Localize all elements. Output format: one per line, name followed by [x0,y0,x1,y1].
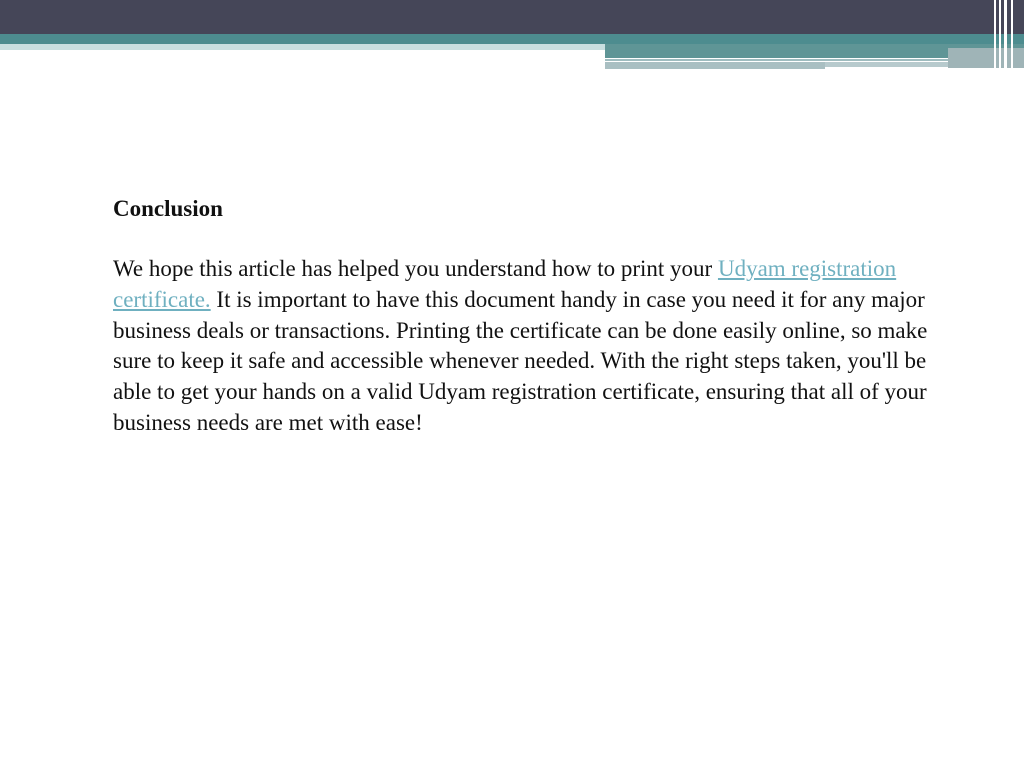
header-vertical-bars [990,0,1024,70]
header-thin-line [605,59,948,61]
slide-title: Conclusion [113,196,223,221]
paragraph-text-start: We hope this article has helped you understand how to print your [113,256,718,281]
vertical-bar [1004,0,1007,70]
udyam-certificate-link[interactable]: Udyam registration certificate. [113,256,897,312]
vertical-bar [999,0,1001,70]
header-pale-strip [0,44,605,50]
conclusion-paragraph [113,254,943,439]
header-stripe-left [605,62,825,69]
header-dark-bar [0,0,1024,34]
vertical-bar [1011,0,1013,70]
vertical-bar [994,0,996,70]
slide-content [113,194,943,439]
header-teal-bar [0,34,1024,44]
paragraph-text-end: It is important to have this document handy in case you need it for any major business deals or transactions. Printing the certificate can be done easily online, so make sure to keep it safe and accessible whenever needed. With the right steps taken, you'll be able to get your hands on a valid Udyam registration certificate, ensuring that all of your business needs are met with ease! [113,286,928,435]
